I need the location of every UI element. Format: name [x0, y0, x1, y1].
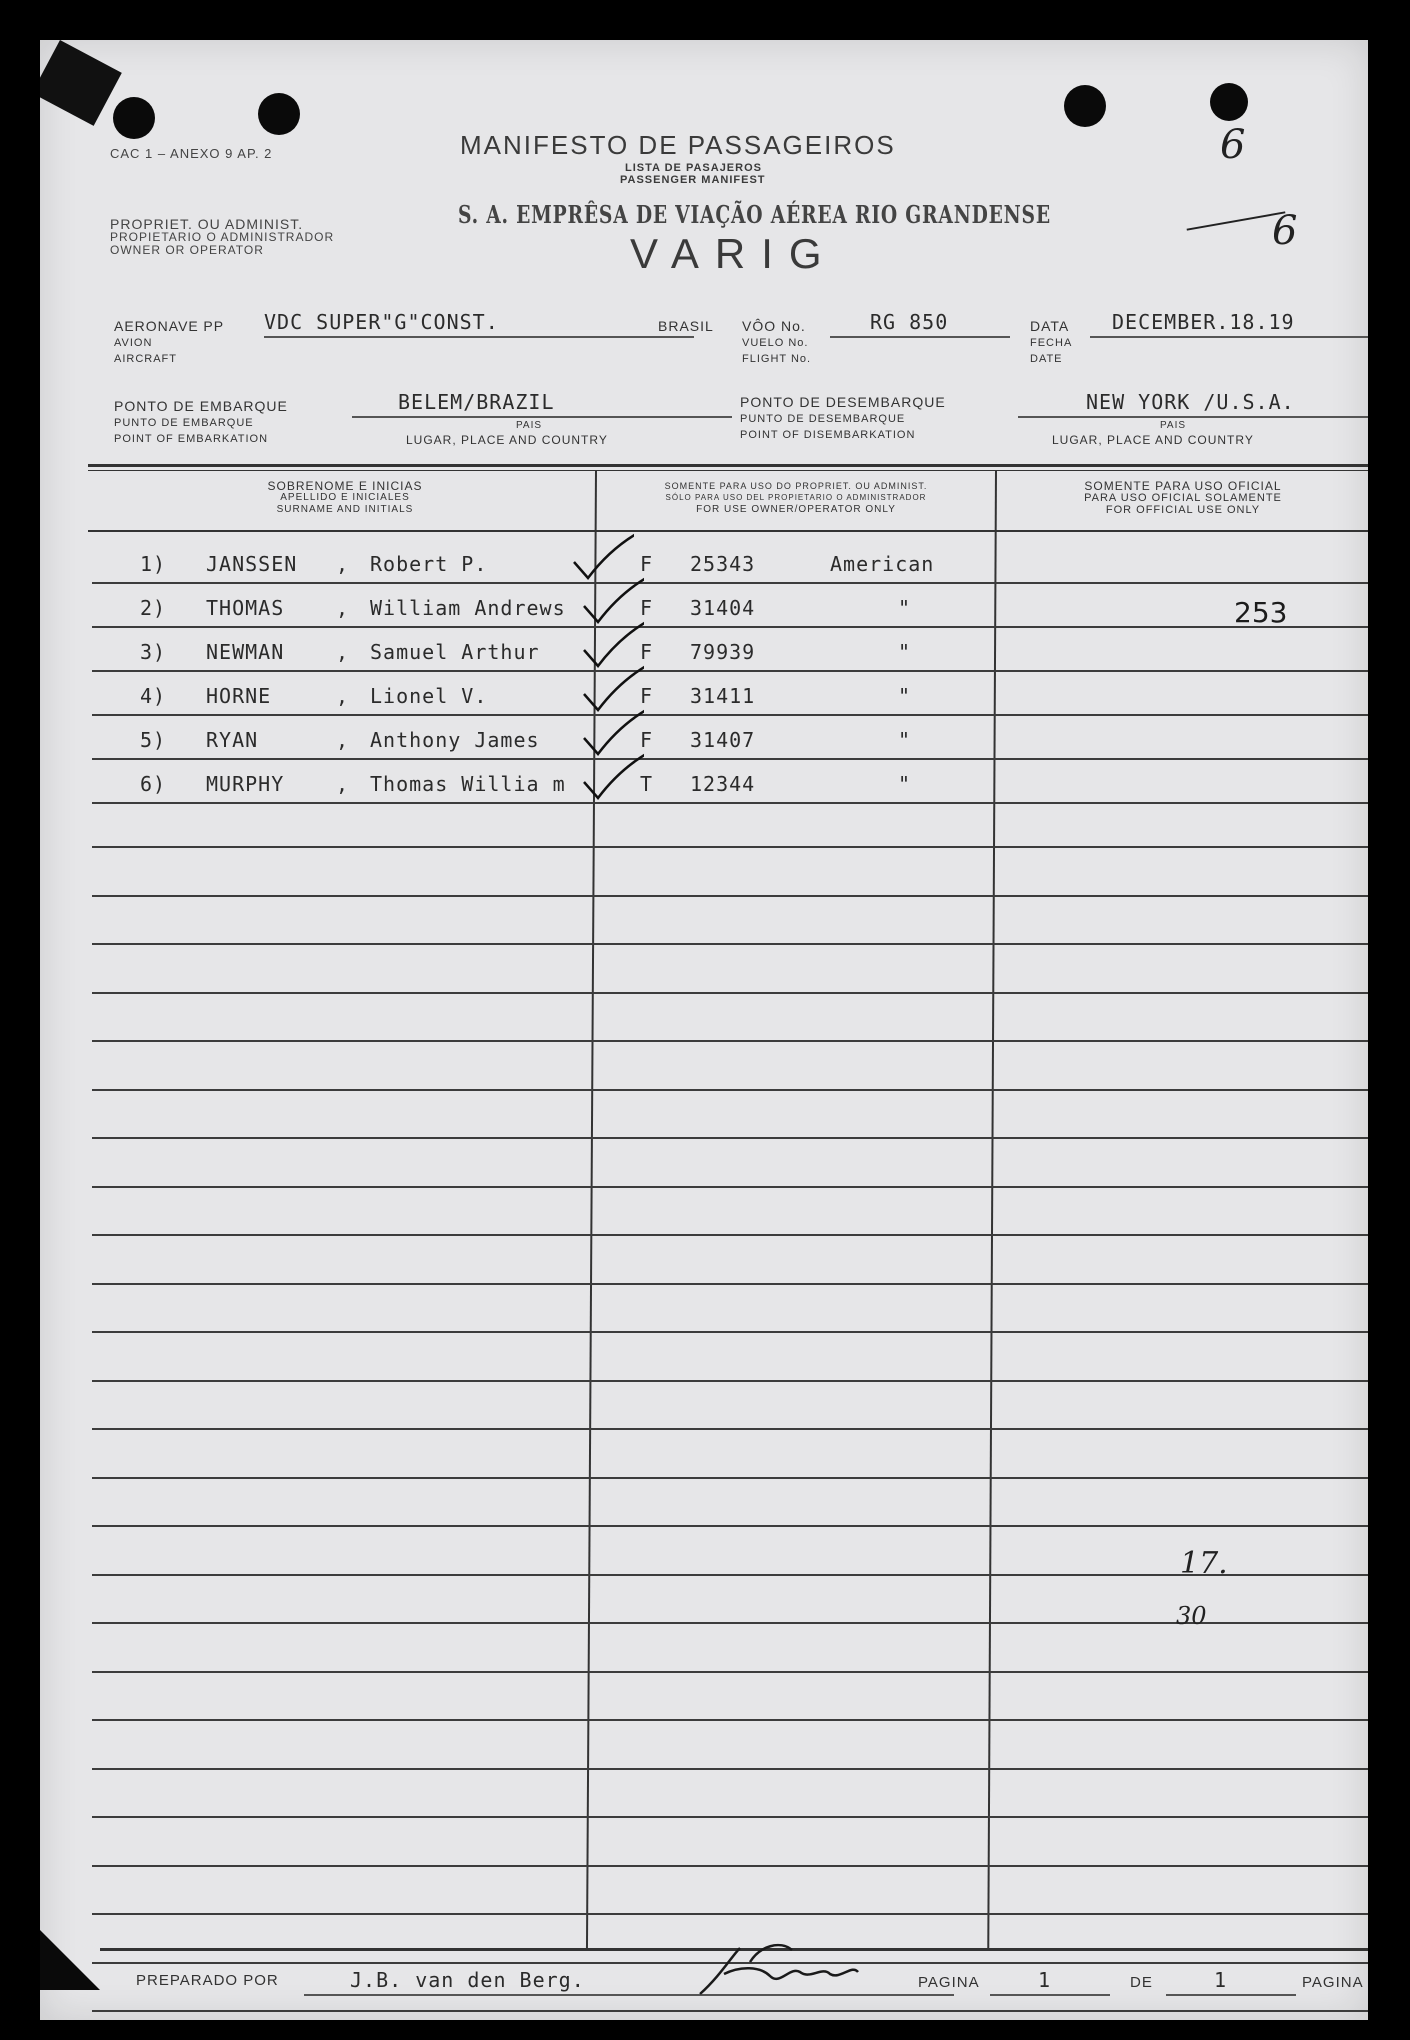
row-rule: [92, 1865, 1368, 1867]
row-rule: [92, 1477, 1368, 1479]
row-rule: [92, 1574, 1368, 1576]
page-label: PAGINA: [918, 1974, 980, 1991]
punch-hole: [1210, 83, 1248, 121]
aircraft-label: AERONAVE PP AVION AIRCRAFT: [114, 318, 225, 365]
disembark-country-label: PAIS: [1160, 420, 1187, 431]
table-row: [40, 728, 1340, 760]
row-rule: [92, 1671, 1368, 1673]
date-field: DECEMBER.18.19: [1090, 310, 1368, 338]
embark-field: BELEM/BRAZIL: [352, 390, 732, 418]
row-rule: [92, 1719, 1368, 1721]
passenger-number: 5): [140, 728, 167, 752]
flight-field: RG 850: [830, 310, 1010, 338]
passenger-nationality: ": [898, 596, 912, 620]
embark-label: PONTO DE EMBARQUE PUNTO DE EMBARQUE POINT OF EMBARKATION: [114, 398, 288, 445]
row-rule: [92, 1525, 1368, 1527]
ticket-number: 12344: [690, 772, 756, 796]
passenger-surname: RYAN: [206, 728, 259, 752]
passenger-given-name: William Andrews: [370, 596, 566, 620]
ticket-number: 79939: [690, 640, 756, 664]
passenger-number: 6): [140, 772, 167, 796]
row-rule: [92, 1768, 1368, 1770]
passenger-code: F: [640, 640, 654, 664]
row-rule: [92, 895, 1368, 897]
punch-hole: [1064, 85, 1106, 127]
table-top-rule: [88, 470, 1368, 471]
punch-hole: [258, 93, 300, 135]
row-rule: [92, 1089, 1368, 1091]
table-row: [40, 772, 1340, 804]
passenger-code: F: [640, 684, 654, 708]
country-label: BRASIL: [658, 318, 714, 334]
check-mark-icon: [580, 664, 644, 712]
ticket-number: 31407: [690, 728, 756, 752]
check-mark-icon: [580, 620, 644, 668]
check-mark-icon: [570, 532, 634, 580]
corner-mark: 6: [1220, 122, 1246, 168]
row-rule: [92, 846, 1368, 848]
company-name: S. A. EMPRÊSA DE VIAÇÃO AÉREA RIO GRANDENSE: [458, 200, 1051, 229]
passenger-given-name: Robert P.: [370, 552, 488, 576]
punch-hole: [113, 97, 155, 139]
owner-label-en: OWNER OR OPERATOR: [110, 243, 264, 257]
ticket-number: 31404: [690, 596, 756, 620]
name-separator: ,: [336, 684, 350, 708]
ticket-number: 31411: [690, 684, 756, 708]
owner-label: [110, 218, 334, 257]
row-rule: [92, 943, 1368, 945]
prepared-field: J.B. van den Berg.: [304, 1968, 954, 1996]
signature-icon: [680, 1936, 880, 2006]
row-rule: [92, 2010, 1368, 2012]
subtitle-en: PASSENGER MANIFEST: [620, 174, 766, 186]
passenger-code: F: [640, 552, 654, 576]
corner-fraction-bar: [1187, 211, 1286, 230]
margin-note: 30: [1176, 1602, 1207, 1630]
of-label: DE: [1130, 1974, 1153, 1991]
owner-label-pt: PROPRIET. OU ADMINIST.: [110, 216, 304, 232]
passenger-nationality: ": [898, 772, 912, 796]
disembark-field: NEW YORK /U.S.A.: [1018, 390, 1368, 418]
bottom-torn-corner: [40, 1930, 100, 1990]
passenger-given-name: Samuel Arthur: [370, 640, 540, 664]
row-rule: [92, 992, 1368, 994]
prepared-label: PREPARADO POR: [136, 1972, 279, 1989]
passenger-code: F: [640, 596, 654, 620]
passenger-given-name: Anthony James: [370, 728, 540, 752]
table-header-rule: [88, 530, 1368, 532]
passenger-given-name: Lionel V.: [370, 684, 488, 708]
check-mark-icon: [580, 708, 644, 756]
name-separator: ,: [336, 772, 350, 796]
page-field: 1: [990, 1968, 1110, 1996]
check-mark-icon: [580, 576, 644, 624]
date-label: DATA FECHA DATE: [1030, 318, 1073, 365]
passenger-surname: MURPHY: [206, 772, 285, 796]
aircraft-prefix: PP: [203, 318, 225, 334]
of-field: 1: [1166, 1968, 1296, 1996]
names-column-header: SOBRENOME E INICIAS APELLIDO E INICIALES SURNAME AND INITIALS: [267, 479, 423, 515]
passenger-surname: NEWMAN: [206, 640, 285, 664]
disembark-place-label: LUGAR, PLACE AND COUNTRY: [1052, 433, 1254, 447]
corner-fraction: 6: [1272, 208, 1298, 254]
row-rule: [92, 1283, 1368, 1285]
table-row: [40, 640, 1340, 672]
passenger-surname: THOMAS: [206, 596, 285, 620]
row-rule: [92, 1186, 1368, 1188]
torn-corner: [40, 40, 122, 126]
passenger-given-name: Thomas Willia m: [370, 772, 566, 796]
table-row: [40, 684, 1340, 716]
row-rule: [92, 1380, 1368, 1382]
passenger-surname: HORNE: [206, 684, 272, 708]
table-row: [40, 596, 1340, 628]
table-top-rule: [88, 464, 1368, 467]
passenger-nationality: American: [830, 552, 935, 576]
passenger-number: 1): [140, 552, 167, 576]
subtitle-es: LISTA DE PASAJEROS: [625, 162, 762, 174]
row-rule: [92, 1040, 1368, 1042]
official-column-header: SOMENTE PARA USO OFICIAL PARA USO OFICIAL SOLAMENTE FOR OFFICIAL USE ONLY: [1084, 479, 1282, 516]
row-rule: [92, 1331, 1368, 1333]
passenger-surname: JANSSEN: [206, 552, 298, 576]
passenger-code: T: [640, 772, 654, 796]
aircraft-field: VDC SUPER"G"CONST.: [264, 310, 694, 338]
official-number: 253: [1234, 596, 1288, 629]
manifest-sheet: [40, 40, 1368, 2020]
check-mark-icon: [580, 752, 644, 800]
owner-column-header: SOMENTE PARA USO DO PROPRIET. OU ADMINIST. SÓLO PARA USO DEL PROPIETARIO O ADMINISTRADOR FOR USE OWNER/OPERATOR ONLY: [664, 481, 928, 515]
passenger-nationality: ": [898, 684, 912, 708]
passenger-number: 4): [140, 684, 167, 708]
row-rule: [92, 1234, 1368, 1236]
row-rule: [92, 1428, 1368, 1430]
name-separator: ,: [336, 596, 350, 620]
passenger-nationality: ": [898, 728, 912, 752]
owner-label-es: PROPIETARIO O ADMINISTRADOR: [110, 230, 335, 244]
page-label-right: PAGINA: [1302, 1974, 1364, 1991]
name-separator: ,: [336, 728, 350, 752]
passenger-nationality: ": [898, 640, 912, 664]
embark-place-label: LUGAR, PLACE AND COUNTRY: [406, 433, 608, 447]
passenger-number: 3): [140, 640, 167, 664]
form-code: CAC 1 – ANEXO 9 AP. 2: [110, 146, 273, 161]
page-title: MANIFESTO DE PASSAGEIROS: [460, 130, 896, 160]
margin-note: 17.: [1180, 1546, 1228, 1581]
name-separator: ,: [336, 640, 350, 664]
table-row: [40, 552, 1340, 584]
airline-name: VARIG: [630, 230, 838, 277]
row-rule: [92, 1816, 1368, 1818]
embark-country-label: PAIS: [516, 420, 543, 431]
ticket-number: 25343: [690, 552, 756, 576]
passenger-number: 2): [140, 596, 167, 620]
name-separator: ,: [336, 552, 350, 576]
flight-label: VÔO No. VUELO No. FLIGHT No.: [742, 318, 812, 365]
row-rule: [92, 1137, 1368, 1139]
row-rule: [92, 1913, 1368, 1915]
passenger-code: F: [640, 728, 654, 752]
disembark-label: PONTO DE DESEMBARQUE PUNTO DE DESEMBARQUE POINT OF DISEMBARKATION: [740, 394, 946, 441]
